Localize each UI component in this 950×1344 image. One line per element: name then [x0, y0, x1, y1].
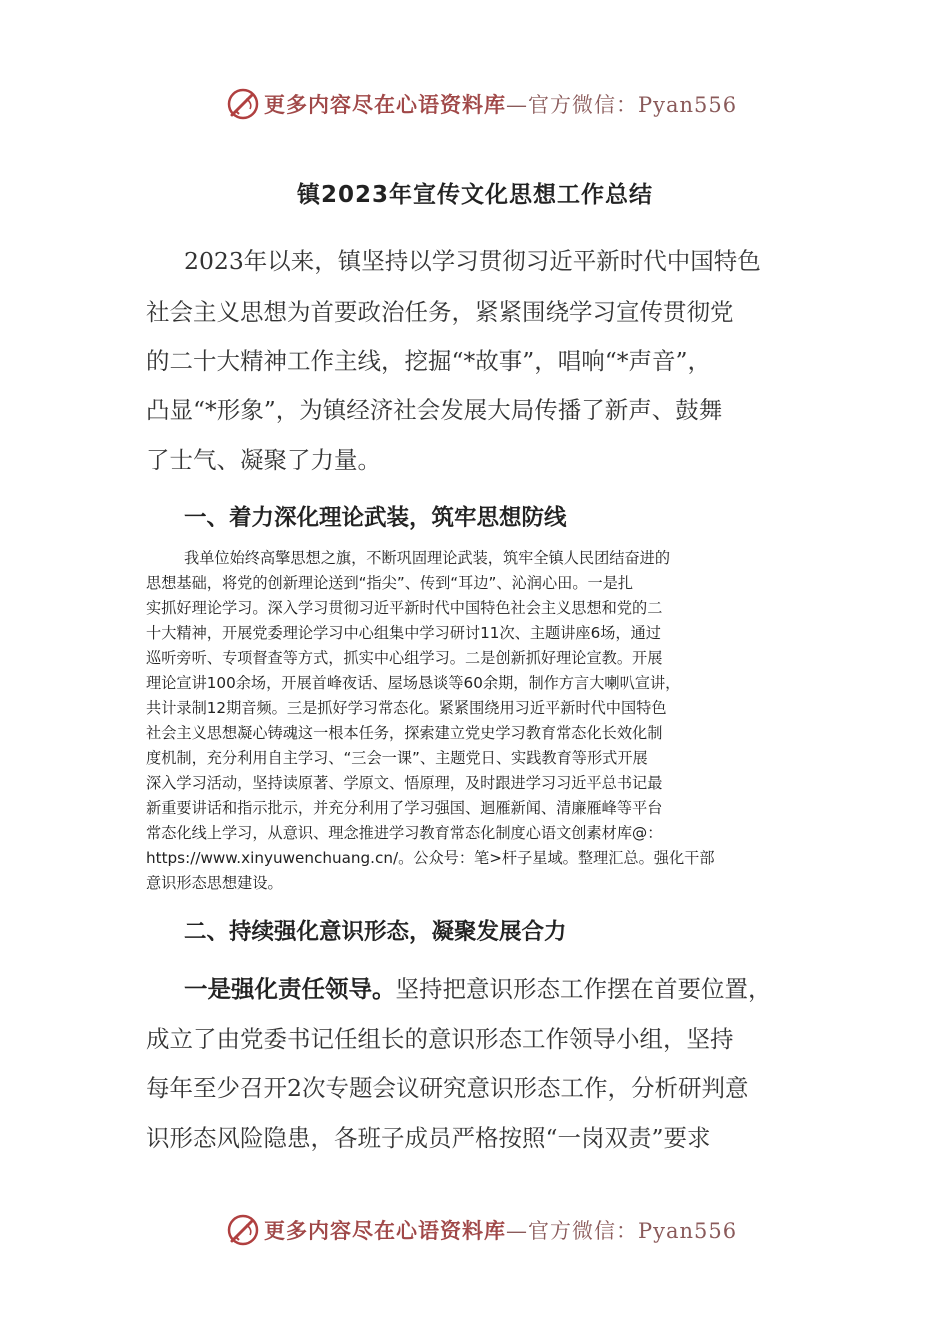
paragraph-line: 巡听旁听、专项督查等方式，抓实中心组学习。二是创新抓好理论宣教。开展 — [146, 649, 663, 667]
paragraph-line: 思想基础，将党的创新理论送到“指尖”、传到“耳边”、沁润心田。一是扎 — [146, 574, 634, 592]
header-watermark-banner — [226, 84, 737, 124]
paragraph-line: 意识形态思想建设。 — [146, 874, 283, 892]
paragraph-line: 常态化线上学习，从意识、理念推进学习教育常态化制度心语文创素材库@： — [146, 824, 663, 842]
footer-banner-text — [264, 1215, 737, 1245]
paragraph-line-with-url: https://www.xinyuwenchuang.cn/。公众号：笔>杆子星域。整理汇总。强化干部 — [146, 849, 715, 867]
paragraph-line: 共计录制12期音频。三是抓好学习常态化。紧紧围绕用习近平新时代中国特色 — [146, 699, 667, 717]
intro-line: 的二十大精神工作主线，挖掘“*故事”，唱响“*声音”， — [146, 347, 712, 375]
section-2-line: 成立了由党委书记任组长的意识形态工作领导小组，坚持 — [146, 1025, 734, 1053]
section-2-line: 识形态风险隐患，各班子成员严格按照“一岗双责”要求 — [146, 1124, 711, 1152]
banner-strong-text: 更多内容尽在心语资料库 — [264, 1218, 506, 1243]
paragraph-line: 理论宣讲100余场，开展首峰夜话、屋场恳谈等60余期，制作方言大喇叭宣讲， — [146, 674, 681, 692]
lead-bold-text: 一是强化责任领导。 — [184, 975, 396, 1003]
intro-line: 社会主义思想为首要政治任务，紧紧围绕学习宣传贯彻党 — [146, 298, 734, 326]
paragraph-line: 我单位始终高擎思想之旗，不断巩固理论武装，筑牢全镇人民团结奋进的 — [184, 549, 670, 567]
banner-strong-text: 更多内容尽在心语资料库 — [264, 92, 506, 117]
paragraph-line: 十大精神，开展党委理论学习中心组集中学习研讨11次、主题讲座6场，通过 — [146, 624, 661, 642]
section-2-lead-line — [184, 970, 772, 1004]
section-2-heading: 二、持续强化意识形态，凝聚发展合力 — [184, 919, 567, 945]
paragraph-line: 社会主义思想凝心铸魂这一根本任务，探索建立党史学习教育常态化长效化制 — [146, 724, 663, 742]
document-title: 镇2023年宣传文化思想工作总结 — [296, 182, 653, 208]
paragraph-line: 深入学习活动，坚持读原著、学原文、悟原理，及时跟进学习习近平总书记最 — [146, 774, 663, 792]
footer-watermark-banner — [226, 1210, 737, 1250]
paragraph-line: 度机制，充分利用自主学习、“三会一课”、主题党日、实践教育等形式开展 — [146, 749, 648, 767]
pen-logo-icon — [226, 1213, 260, 1247]
lead-rest-text: 坚持把意识形态工作摆在首要位置， — [395, 975, 772, 1003]
intro-line: 凸显“*形象”，为镇经济社会发展大局传播了新声、鼓舞 — [146, 396, 723, 424]
intro-line: 了士气、凝聚了力量。 — [146, 446, 381, 474]
banner-rest-text: —官方微信：Pyan556 — [506, 93, 738, 117]
paragraph-line: 实抓好理论学习。深入学习贯彻习近平新时代中国特色社会主义思想和党的二 — [146, 599, 663, 617]
section-1-heading: 一、着力深化理论武装，筑牢思想防线 — [184, 505, 567, 531]
banner-rest-text: —官方微信：Pyan556 — [506, 1219, 738, 1243]
intro-line: 2023年以来，镇坚持以学习贯彻习近平新时代中国特色 — [184, 247, 761, 275]
header-banner-text — [264, 89, 737, 119]
section-2-line: 每年至少召开2次专题会议研究意识形态工作，分析研判意 — [146, 1074, 749, 1102]
paragraph-line: 新重要讲话和指示批示，并充分利用了学习强国、迴雁新闻、清廉雁峰等平台 — [146, 799, 663, 817]
pen-logo-icon — [226, 87, 260, 121]
